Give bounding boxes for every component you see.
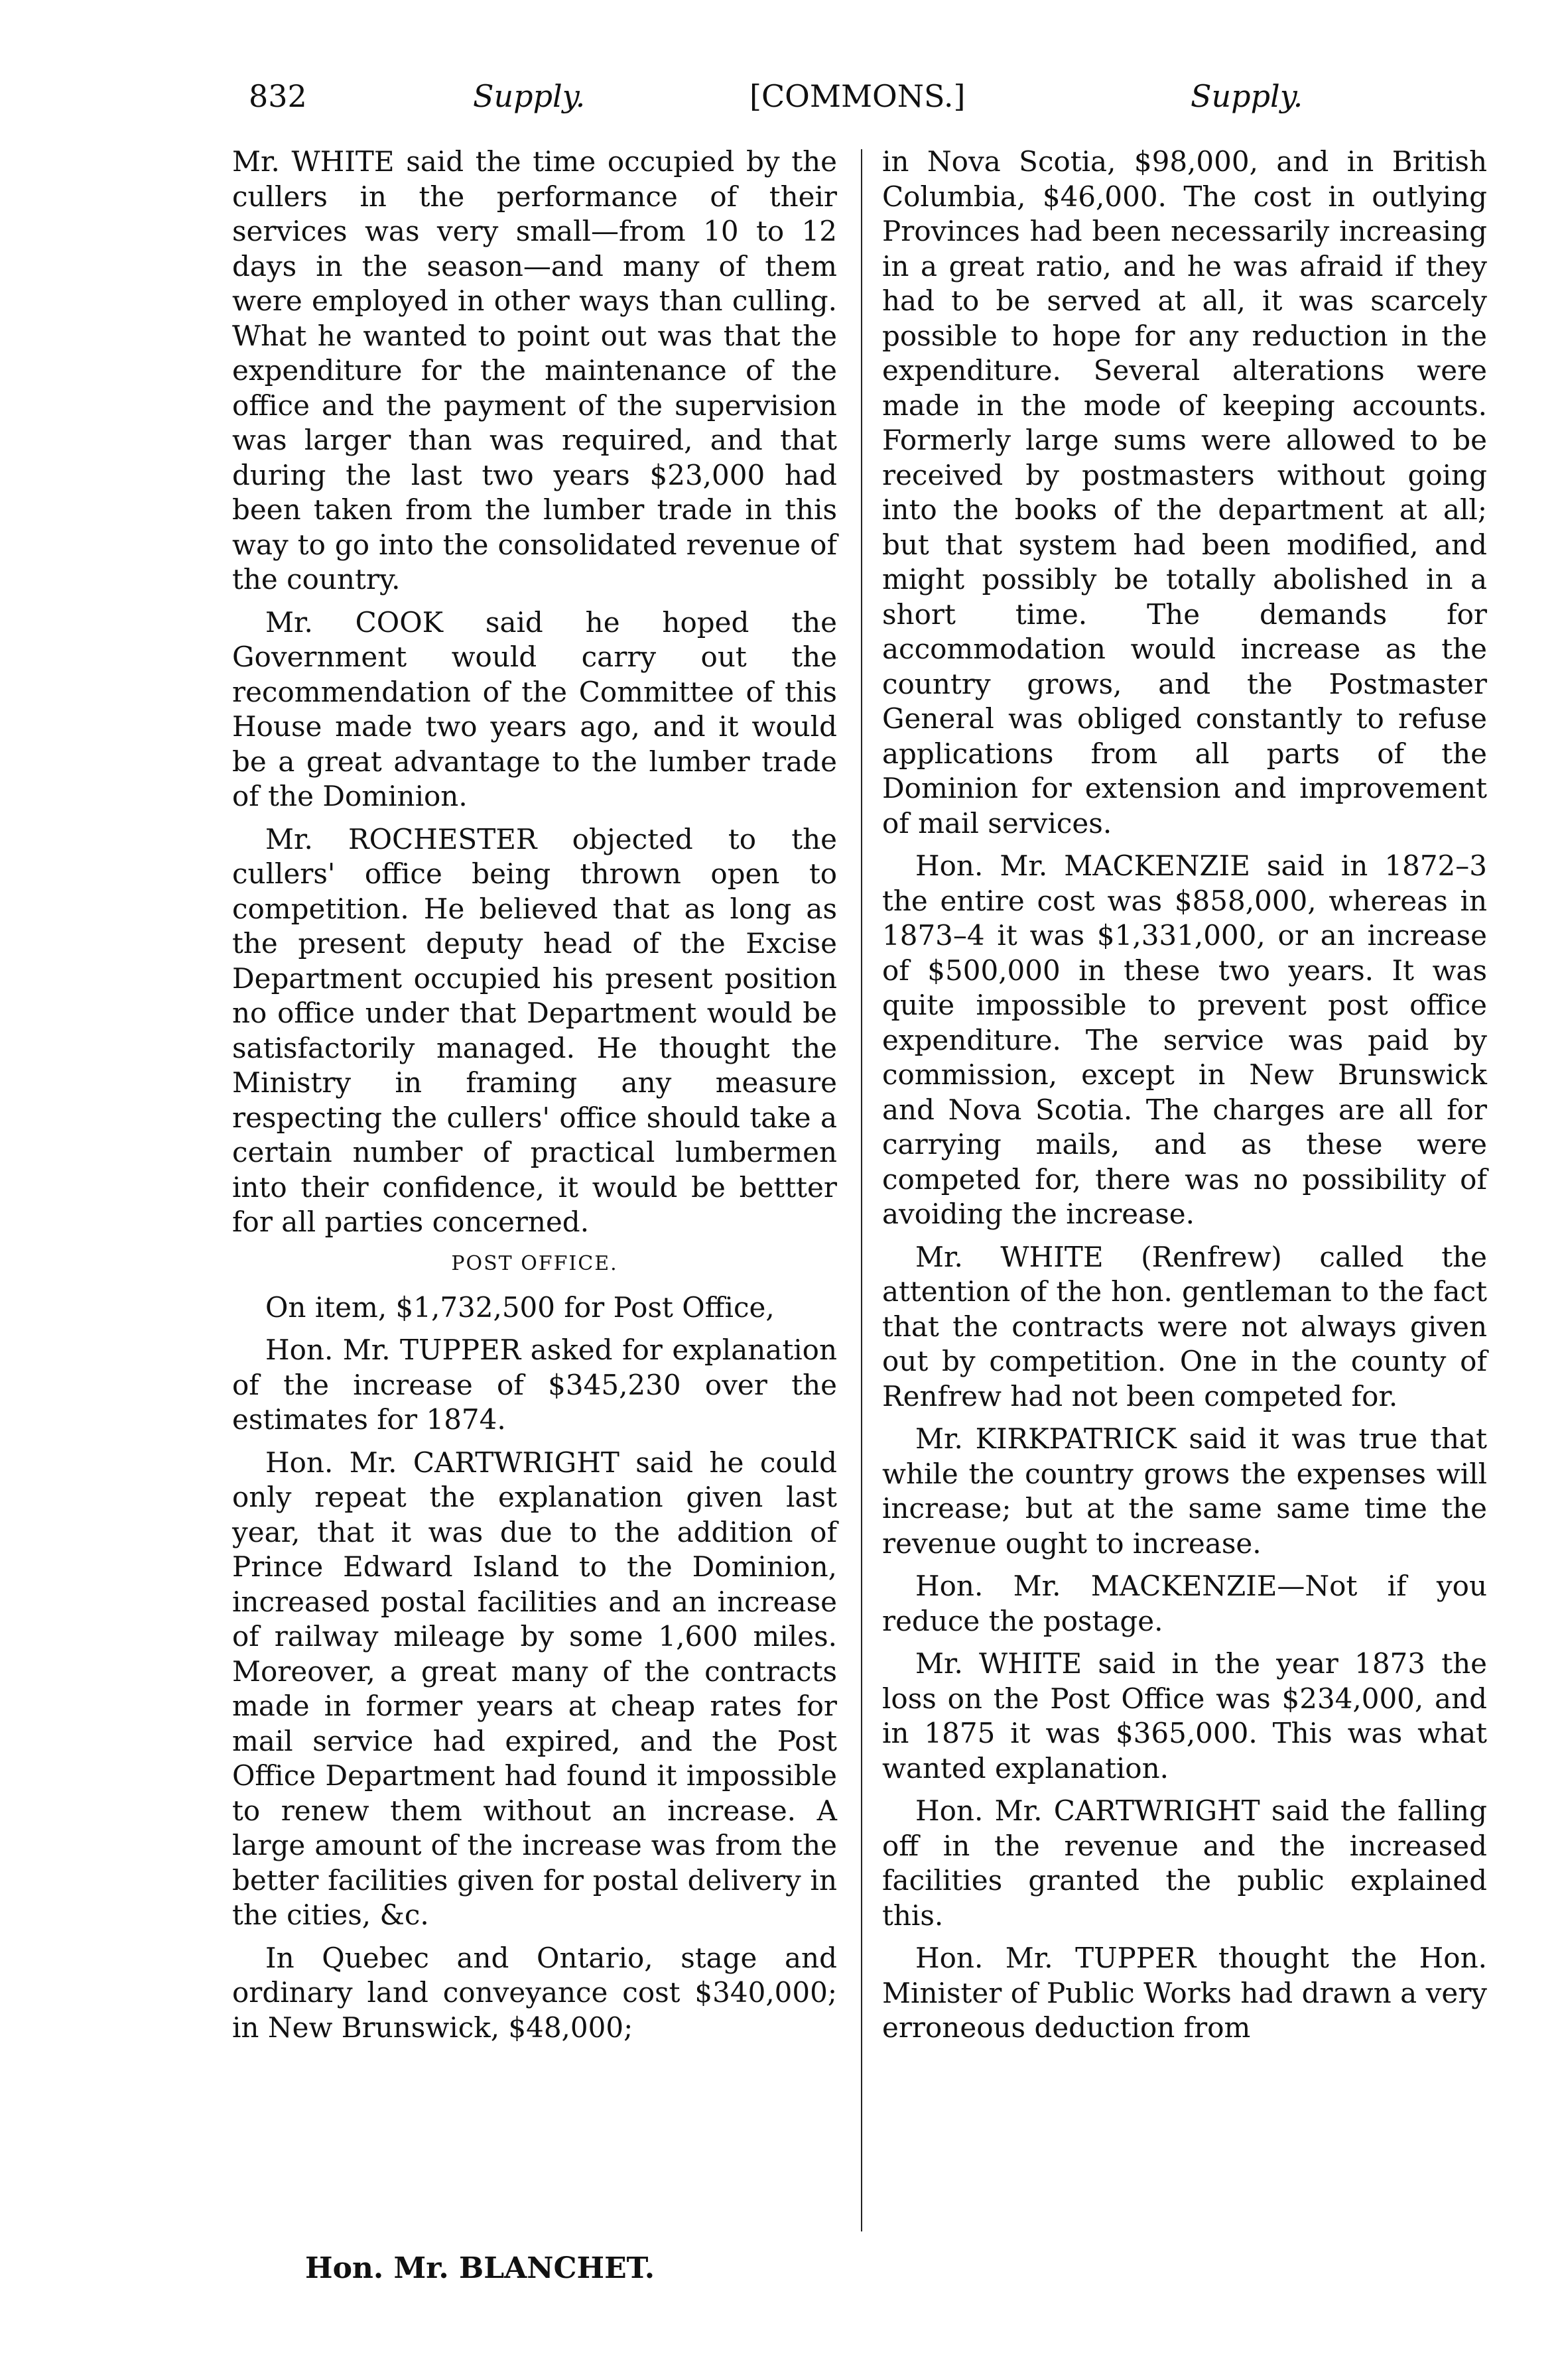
paragraph-item-post-office: On item, $1,732,500 for Post Office, xyxy=(265,1290,775,1324)
paragraph-cook: Mr. COOK said he hoped the Government would carry out the recommendation of the Committee of this House made two years ago, and it would be a great advantage to the lumber trade of the Dominion. xyxy=(232,605,837,812)
running-head-right: Supply. xyxy=(1191,78,1303,114)
paragraph-mackenzie-costs: Hon. Mr. MACKENZIE said in 1872–3 the entire cost was $858,000, whereas in 1873–4 it was $1,331,000, or an increase of $500,000 in these two years. It was quite impossible to prevent post office expenditure. The service was paid by commission, except in New Brunswick and Nova Scotia. The charges are all for carrying mails, and as these were competed for, there was no possibility of avoiding the increase. xyxy=(882,849,1487,1230)
paragraph-rochester: Mr. ROCHESTER objected to the cullers' office being thrown open to competition. He believed that as long as the present deputy head of the Excise Department occupied his present position no office under that Department would be satisfactorily managed. He thought the Ministry in framing any measure respecting the cullers' office should take a certain number of practical lumbermen into their confidence, it would be bettter for all parties concerned. xyxy=(232,822,837,1238)
column-divider xyxy=(861,149,862,2231)
section-heading-post-office: POST OFFICE. xyxy=(451,1251,618,1275)
paragraph-white-renfrew: Mr. WHITE (Renfrew) called the attention of the hon. gentleman to the fact that the contracts were not always given out by competition. One in the county of Renfrew had not been competed for. xyxy=(882,1240,1487,1412)
paragraph-mackenzie-postage: Hon. Mr. MACKENZIE—Not if you reduce the postage. xyxy=(882,1570,1487,1637)
catchword: Hon. Mr. BLANCHET. xyxy=(305,2251,655,2285)
running-head-left: Supply. xyxy=(473,78,586,114)
paragraph-tupper-deduction: Hon. Mr. TUPPER thought the Hon. Minister of Public Works had drawn a very erroneous deduction from xyxy=(882,1942,1487,2044)
paragraph-white-cullers: Mr. WHITE said the time occupied by the cullers in the performance of their services was very small—from 10 to 12 days in the season—and many of them were employed in other ways than culling. What he wanted to point out was that the expenditure for the maintenance of the office and the payment of the supervision was larger than was required, and that during the last two years $23,000 had been taken from the lumber trade in this way to go into the consolidated revenue of the country. xyxy=(232,145,837,595)
running-head-center: [COMMONS.] xyxy=(749,78,966,114)
page-header xyxy=(249,78,1317,131)
paragraph-cartwright-explanation: Hon. Mr. CARTWRIGHT said he could only repeat the explanation given last year, that it was due to the addition of Prince Edward Island to the Dominion, increased postal facilities and an increase of railway mileage by some 1,600 miles. Moreover, a great many of the contracts made in former years at cheap rates for mail service had expired, and the Post Office Department had found it impossible to renew them without an increase. A large amount of the increase was from the better facilities given for postal delivery in the cities, &c. xyxy=(232,1446,837,1931)
paragraph-nova-scotia-costs: in Nova Scotia, $98,000, and in British Columbia, $46,000. The cost in outlying Provinces had been necessarily increasing in a great ratio, and he was afraid if they had to be served at all, it was scarcely possible to hope for any reduction in the expenditure. Several alterations were made in the mode of keeping accounts. Formerly large sums were allowed to be received by postmasters without going into the books of the department at all; but that system had been modified, and might possibly be totally abolished in a short time. The demands for accommodation would increase as the country grows, and the Postmaster General was obliged constantly to refuse applications from all parts of the Dominion for extension and improvement of mail services. xyxy=(882,145,1487,840)
left-column xyxy=(232,145,837,2045)
page-number: 832 xyxy=(249,78,307,114)
paragraph-quebec-ontario-costs: In Quebec and Ontario, stage and ordinary land conveyance cost $340,000; in New Brunswick, $48,000; xyxy=(232,1941,837,2044)
paragraph-tupper-question: Hon. Mr. TUPPER asked for explanation of the increase of $345,230 over the estimates for 1874. xyxy=(232,1334,837,1436)
paragraph-white-loss: Mr. WHITE said in the year 1873 the loss on the Post Office was $234,000, and in 1875 it was $365,000. This was what wanted explanation. xyxy=(882,1647,1487,1785)
paragraph-kirkpatrick: Mr. KIRKPATRICK said it was true that while the country grows the expenses will increase; but at the same same time the revenue ought to increase. xyxy=(882,1422,1487,1560)
right-column xyxy=(882,145,1487,2046)
paragraph-cartwright-falling-off: Hon. Mr. CARTWRIGHT said the falling off in the revenue and the increased facilities granted the public explained this. xyxy=(882,1794,1487,1932)
